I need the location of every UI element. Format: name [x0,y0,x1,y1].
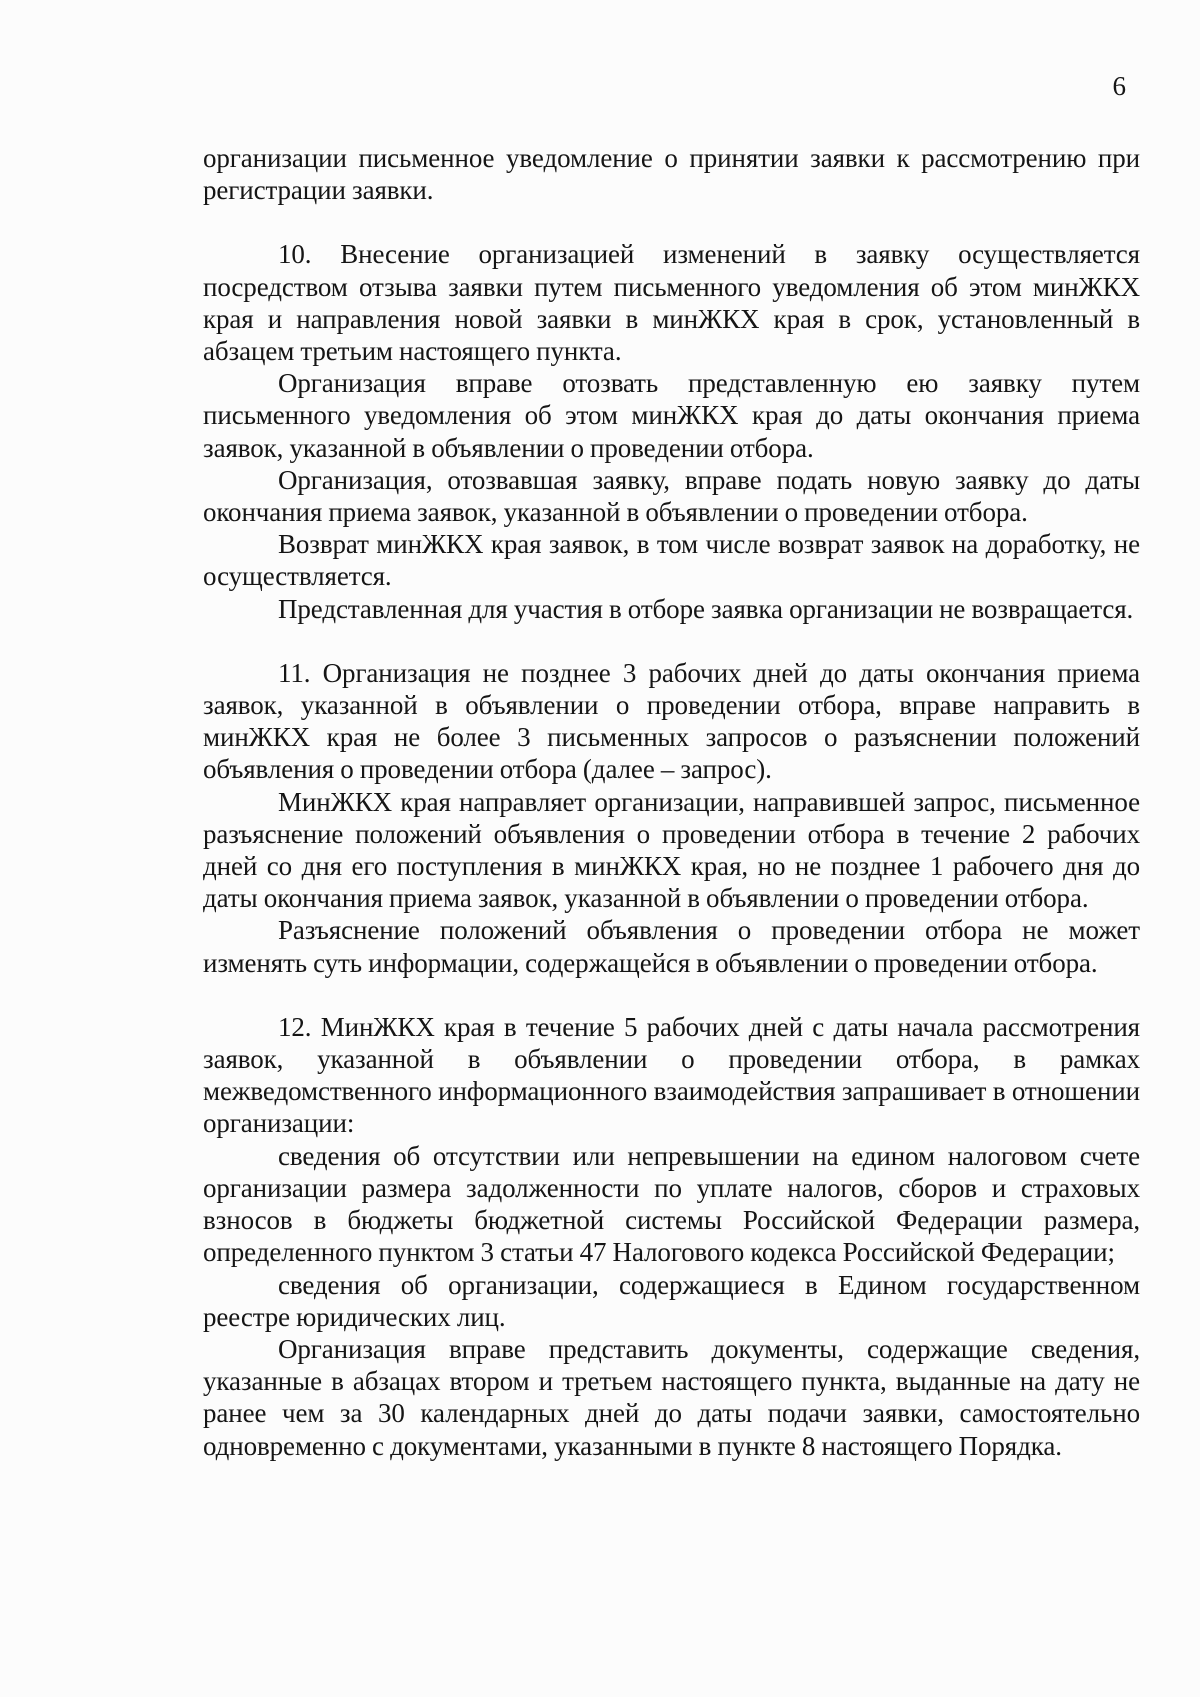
list-item: сведения об организации, содержащиеся в Едином государственном реестре юридических лиц. [203,1269,1140,1332]
list-item: сведения об отсутствии или непревышении на едином налоговом счете организации размера задолженности по уплате налогов, сборов и страховых взносов в бюджеты бюджетной системы Российской Федерации размера, определенного пунктом 3 статьи 47 Налогового кодекса Российской Федерации; [203,1140,1140,1268]
paragraph: МинЖКХ края направляет организации, направившей запрос, письменное разъяснение положений объявления о проведении отбора в течение 2 рабочих дней со дня его поступления в минЖКХ края, но не позднее 1 рабочего дня до даты окончания приема заявок, указанной в объявлении о проведении отбора. [203,786,1140,914]
paragraph-item-11: 11. Организация не позднее 3 рабочих дней до даты окончания приема заявок, указанной в объявлении о проведении отбора, вправе направить в минЖКХ края не более 3 письменных запросов о разъяснении положений объявления о проведении отбора (далее – запрос). [203,657,1140,785]
document-body [203,142,1140,1462]
paragraph: Организация вправе представить документы, содержащие сведения, указанные в абзацах втором и третьем настоящего пункта, выданные на дату не ранее чем за 30 календарных дней до даты подачи заявки, самостоятельно одновременно с документами, указанными в пункте 8 настоящего Порядка. [203,1333,1140,1461]
paragraph-continuation: организации письменное уведомление о принятии заявки к рассмотрению при регистрации заявки. [203,143,1140,206]
page-number: 6 [1112,71,1126,101]
paragraph-item-10: 10. Внесение организацией изменений в заявку осуществляется посредством отзыва заявки путем письменного уведомления об этом минЖКХ края и направления новой заявки в минЖКХ края в срок, установленный в абзацем третьим настоящего пункта. [203,239,1140,367]
paragraph: Представленная для участия в отборе заявка организации не возвращается. [278,593,1134,624]
paragraph: Разъяснение положений объявления о проведении отбора не может изменять суть информации, содержащейся в объявлении о проведении отбора. [203,915,1140,978]
paragraph: Возврат минЖКХ края заявок, в том числе возврат заявок на доработку, не осуществляется. [203,529,1140,592]
paragraph: Организация вправе отозвать представленную ею заявку путем письменного уведомления об этом минЖКХ края до даты окончания приема заявок, указанной в объявлении о проведении отбора. [203,368,1140,463]
paragraph: Организация, отозвавшая заявку, вправе подать новую заявку до даты окончания приема заявок, указанной в объявлении о проведении отбора. [203,464,1140,528]
paragraph-item-12: 12. МинЖКХ края в течение 5 рабочих дней с даты начала рассмотрения заявок, указанной в объявлении о проведении отбора, в рамках межведомственного информационного взаимодействия запрашивает в отношении организации: [203,1011,1140,1139]
